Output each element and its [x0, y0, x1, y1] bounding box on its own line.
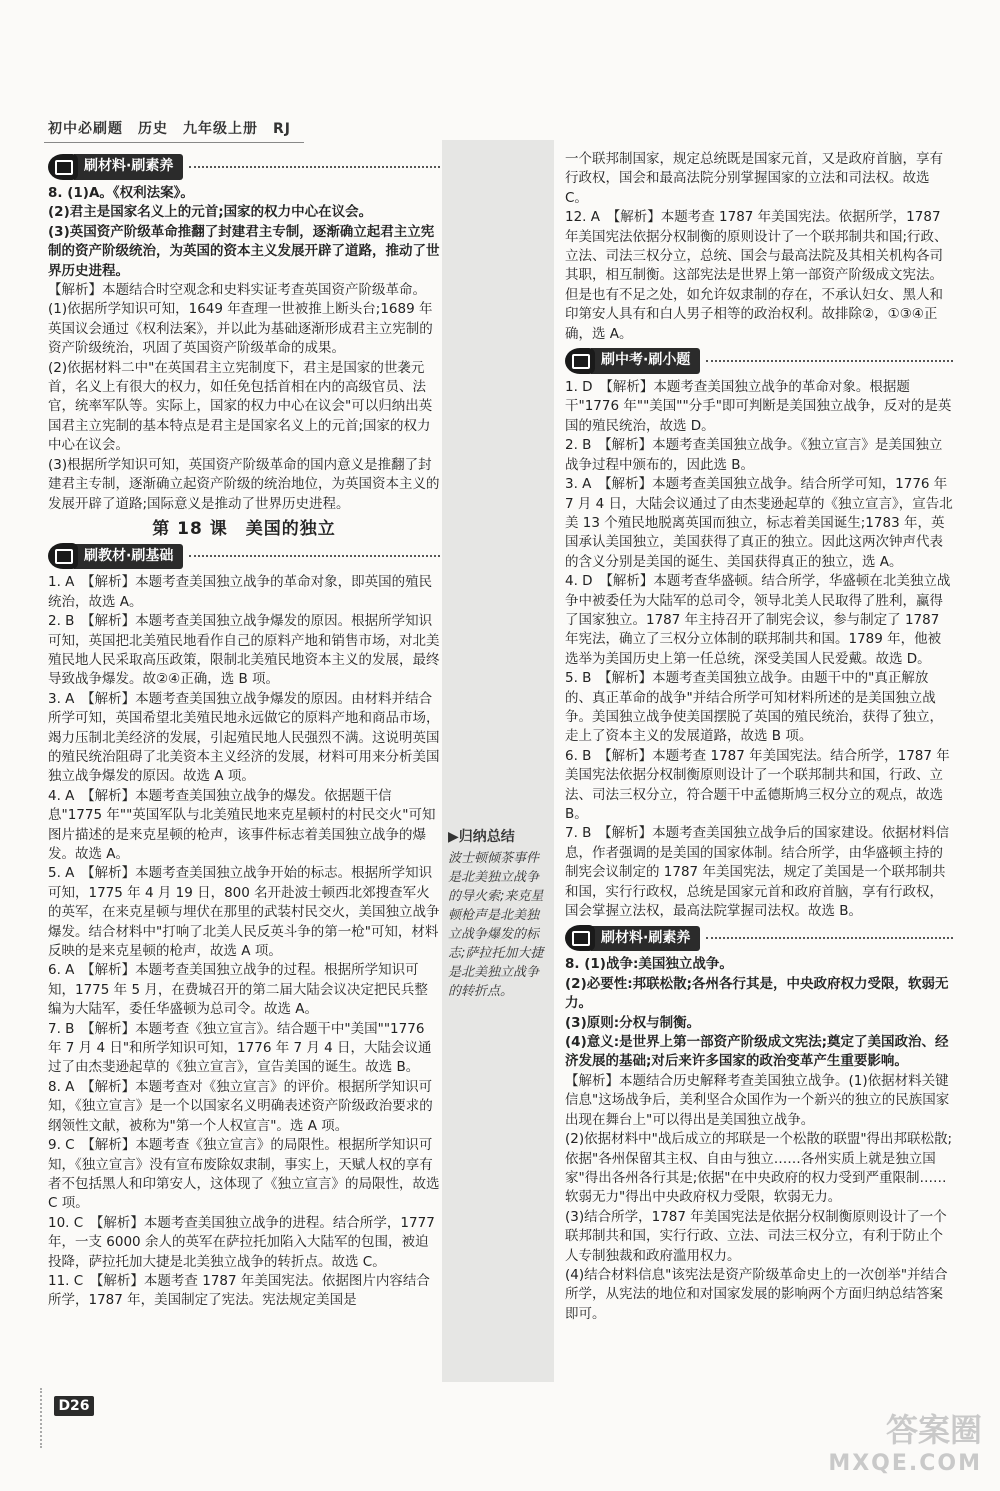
- watermark: [828, 1413, 982, 1481]
- book-icon: [565, 925, 595, 951]
- header-rule: [44, 142, 304, 143]
- watermark-logo: 答案圈: [885, 1411, 982, 1449]
- section-banner-materials-2: [565, 925, 953, 951]
- summary-note: [448, 828, 550, 1001]
- question-item: 1. A 【解析】本题考查美国独立战争的革命对象，即英国的殖民统治，故选 A。: [48, 574, 433, 610]
- question-item: 3. A 【解析】本题考查美国独立战争。结合所学可知，1776 年 7 月 4 日，大陆会议通过了由杰斐逊起草的《独立宣言》，宣告北美 13 个殖民地脱离英国而独立，标志着美国诞生;1783 年，英国承认美国独立，美国获得了真正的独立。因此这两次钟声代表的含义分别是美国的诞生、美国获得真正的独立，选 A。: [565, 476, 953, 570]
- analysis-paragraph: (2)依据材料二中"在英国君主立宪制度下，君主是国家的世袭元首，名义上有很大的权力，如任免包括首相在内的高级官员、法官，统率军队等。实际上，国家的权力中心在议会"可以归纳出英国君主立宪制的基本特点是君主是国家名义上的元首;国家的权力中心在议会。: [48, 359, 433, 454]
- section-banner-textbook: [48, 543, 440, 569]
- banner-label: 刷教材·刷基础: [74, 544, 183, 569]
- answer-line: (3)英国资产阶级革命推翻了封建君主专制，逐渐确立起君主立宪制的资产阶级统治，为英国的资本主义发展开辟了道路，推动了世界历史进程。: [48, 223, 440, 279]
- question-item: 6. B 【解析】本题考查 1787 年美国宪法。结合所学，1787 年美国宪法依据分权制衡原则设计了一个联邦制共和国，行政、立法、司法三权分立，符合题干中孟德斯鸠三权分立的观点，故选 B。: [565, 747, 950, 822]
- book-icon: [48, 154, 78, 180]
- answer-line: (3)原则:分权与制衡。: [565, 1014, 701, 1031]
- question-item: 4. A 【解析】本题考查美国独立战争的爆发。依据题干信息"1775 年""英国军队与北美殖民地来克星顿村的村民交火"可知图片描述的是来克星顿的枪声，该事件标志着美国独立战争的爆发。故选 A。: [48, 787, 436, 862]
- running-header: 初中必刷题 历史 九年级上册 RJ: [48, 121, 291, 137]
- answer-line: (2)君主是国家名义上的元首;国家的权力中心在议会。: [48, 204, 373, 221]
- analysis-paragraph: (4)结合材料信息"该宪法是资产阶级革命史上的一次创举"并结合所学，从宪法的地位和对国家发展的影响两个方面归纳总结答案即可。: [565, 1266, 948, 1322]
- question-item: 7. B 【解析】本题考查《独立宣言》。结合题干中"美国""1776 年 7 月 4 日"和所学知识可知，1776 年 7 月 4 日，大陆会议通过了由杰斐逊起草的《独立宣言》，宣告美国的诞生。故选 B。: [48, 1020, 432, 1076]
- left-column: [48, 150, 440, 1311]
- note-title: ▶归纳总结: [448, 829, 515, 845]
- answer-line: 8. (1)战争:美国独立战争。: [565, 956, 733, 973]
- question-item: 8. A 【解析】本题考查对《独立宣言》的评价。根据所学知识可知，《独立宣言》是一个以国家名义明确表述资产阶级政治要求的纲领性文献，被称为"第一个人权宣言"。选 A 项。: [48, 1078, 433, 1134]
- question-item: 11. C 【解析】本题考查 1787 年美国宪法。依据图片内容结合所学，1787 年，美国制定了宪法。宪法规定美国是: [48, 1272, 430, 1309]
- question-item: 7. B 【解析】本题考查美国独立战争后的国家建设。依据材料信息，作者强调的是美国的国家体制。结合所学，由华盛顿主持的制宪会议制定的 1787 年美国宪法，规定了美国是一个联邦制共和国，实行行政权，总统是国家元首和政府首脑，享有行政权，国会掌握立法权，最高法院掌握司法权。故选 B。: [565, 825, 950, 920]
- section-banner-exam: [565, 348, 953, 374]
- question-item: 2. B 【解析】本题考查美国独立战争爆发的原因。根据所学知识可知，英国把北美殖民地看作自己的原料产地和销售市场，对北美殖民地人民采取高压政策，限制北美殖民地资本主义的发展，最终导致战争爆发。故②④正确，选 B 项。: [48, 613, 440, 688]
- analysis-paragraph: (3)结合所学，1787 年美国宪法是依据分权制衡原则设计了一个联邦制共和国，实行行政、立法、司法三权分立，有利于防止个人专制独裁和政府滥用权力。: [565, 1208, 947, 1264]
- question-item: 12. A 【解析】本题考查 1787 年美国宪法。依据所学，1787 年美国宪法依据分权制衡的原则设计了一个联邦制共和国;行政、立法、司法三权分立，总统、国会与最高法院及其相关机构各司其职，相互制衡。这部宪法是世界上第一部资产阶级成文宪法。但是也有不足之处，如允许奴隶制的存在，不承认妇女、黑人和印第安人具有和白人男子相等的政治权利。故排除②，①③④正确，选 A。: [565, 209, 948, 342]
- answer-line: 8. (1)A。《权利法案》。: [48, 185, 194, 201]
- analysis-paragraph: 【解析】本题结合历史解释考查美国独立战争。(1)依据材料关键信息"这场战争后，美利坚合众国作为一个新兴的独立的民族国家出现在舞台上"可以得出是美国独立战争。: [565, 1072, 950, 1128]
- banner-label: 刷材料·刷素养: [591, 926, 700, 951]
- question-item: 6. A 【解析】本题考查美国独立战争的过程。根据所学知识可知，1775 年 5 月，在费城召开的第二届大陆会议决定把民兵整编为大陆军，委任华盛顿为总司令。故选 A。: [48, 962, 428, 1018]
- question-item: 4. D 【解析】本题考查华盛顿。结合所学，华盛顿在北美独立战争中被委任为大陆军的总司令，领导北美人民取得了胜利，赢得了国家独立。1787 年主持召开了制宪会议，参与制定了 1787 年宪法，确立了三权分立体制的联邦制共和国。1789 年，他被选举为美国历史上第一任总统，深受美国人民爱戴。故选 D。: [565, 573, 951, 667]
- banner-label: 刷材料·刷素养: [74, 154, 183, 179]
- question-item: 5. A 【解析】本题考查美国独立战争开始的标志。根据所学知识可知，1775 年 4 月 19 日，800 名开赴波士顿西北郊搜查军火的英军，在来克星顿与埋伏在那里的武装村民交火，美国独立战争爆发。结合材料中"打响了北美人民反英斗争的第一枪"可知，材料反映的是来克星顿的枪声，故选 A 项。: [48, 865, 440, 960]
- answer-line: (2)必要性:邦联松散;各州各行其是，中央政府权力受限，软弱无力。: [565, 975, 949, 1012]
- banner-label: 刷中考·刷小题: [591, 348, 700, 373]
- banner-rule: [189, 166, 440, 168]
- watermark-url: MXQE.COM: [828, 1451, 982, 1476]
- banner-rule: [189, 555, 440, 557]
- question-item: 2. B 【解析】本题考查美国独立战争。《独立宣言》是美国独立战争过程中颁布的，因此选 B。: [565, 437, 943, 473]
- question-item: 1. D 【解析】本题考查美国独立战争的革命对象。根据题干"1776 年""美国""分手"即可判断是美国独立战争，反对的是英国的殖民统治，故选 D。: [565, 379, 952, 434]
- section-banner-materials: [48, 154, 440, 180]
- analysis-paragraph: (3)根据所学知识可知，英国资产阶级革命的国内意义是推翻了封建君主专制，逐渐确立起资产阶级的统治地位，为英国资本主义的发展开辟了道路;国际意义是推动了世界历史进程。: [48, 456, 440, 512]
- answer-line: (4)意义:是世界上第一部资产阶级成文宪法;奠定了美国政治、经济发展的基础;对后来许多国家的政治变革产生重要影响。: [565, 1034, 949, 1070]
- page-dots: [40, 1388, 50, 1448]
- analysis-paragraph: 【解析】本题结合时空观念和史料实证考查英国资产阶级革命。(1)依据所学知识可知，1649 年查理一世被推上断头台;1689 年英国议会通过《权利法案》，并以此为基础逐渐形成君主立宪制的资产阶级统治，巩固了英国资产阶级革命的成果。: [48, 282, 433, 357]
- analysis-paragraph: (2)依据材料中"战后成立的邦联是一个松散的联盟"得出邦联松散;依据"各州保留其主权、自由与独立……各州实质上就是独立国家"得出各州各行其是;依据"在中央政府的权力受到严重限制……软弱无力"得出中央政府权力受限，软弱无力。: [565, 1131, 953, 1206]
- sidebar-strip: [442, 140, 554, 1382]
- book-icon: [48, 543, 78, 569]
- banner-rule: [706, 360, 953, 362]
- banner-rule: [706, 937, 953, 939]
- lesson-title: 第 18 课 美国的独立: [152, 518, 336, 539]
- continued-text: 一个联邦制国家，规定总统既是国家元首，又是政府首脑，享有行政权，国会和最高法院分别掌握国家的立法和司法权。故选 C。: [565, 151, 943, 206]
- page-number: D26: [54, 1396, 94, 1416]
- note-text: 波士顿倾茶事件是北美独立战争的导火索;来克星顿枪声是北美独立战争爆发的标志;萨拉托加大捷是北美独立战争的转折点。: [448, 851, 544, 999]
- question-item: 10. C 【解析】本题考查美国独立战争的进程。结合所学，1777 年，一支 6000 余人的英军在萨拉托加陷入大陆军的包围，被迫投降，萨拉托加大捷是北美独立战争的转折点。故选 C。: [48, 1214, 435, 1270]
- question-item: 5. B 【解析】本题考查美国独立战争。由题干中的"真正解放的、真正革命的战争"并结合所学可知材料所述的是美国独立战争。美国独立战争使美国摆脱了英国的殖民统治，获得了独立，走上了资本主义的发展道路，故选 B 项。: [565, 670, 943, 745]
- question-item: 3. A 【解析】本题考查美国独立战争爆发的原因。由材料并结合所学可知，英国希望北美殖民地永远做它的原料产地和商品市场，竭力压制北美经济的发展，引起殖民地人民强烈不满。这说明英国的殖民统治阻碍了北美资本主义经济的发展，材料可用来分析美国独立战争爆发的原因。故选 A 项。: [48, 690, 440, 785]
- book-icon: [565, 348, 595, 374]
- right-column: [565, 150, 953, 1324]
- question-item: 9. C 【解析】本题考查《独立宣言》的局限性。根据所学知识可知，《独立宣言》没有宣布废除奴隶制，事实上，天赋人权的享有者不包括黑人和印第安人，这体现了《独立宣言》的局限性，故选 C 项。: [48, 1137, 440, 1212]
